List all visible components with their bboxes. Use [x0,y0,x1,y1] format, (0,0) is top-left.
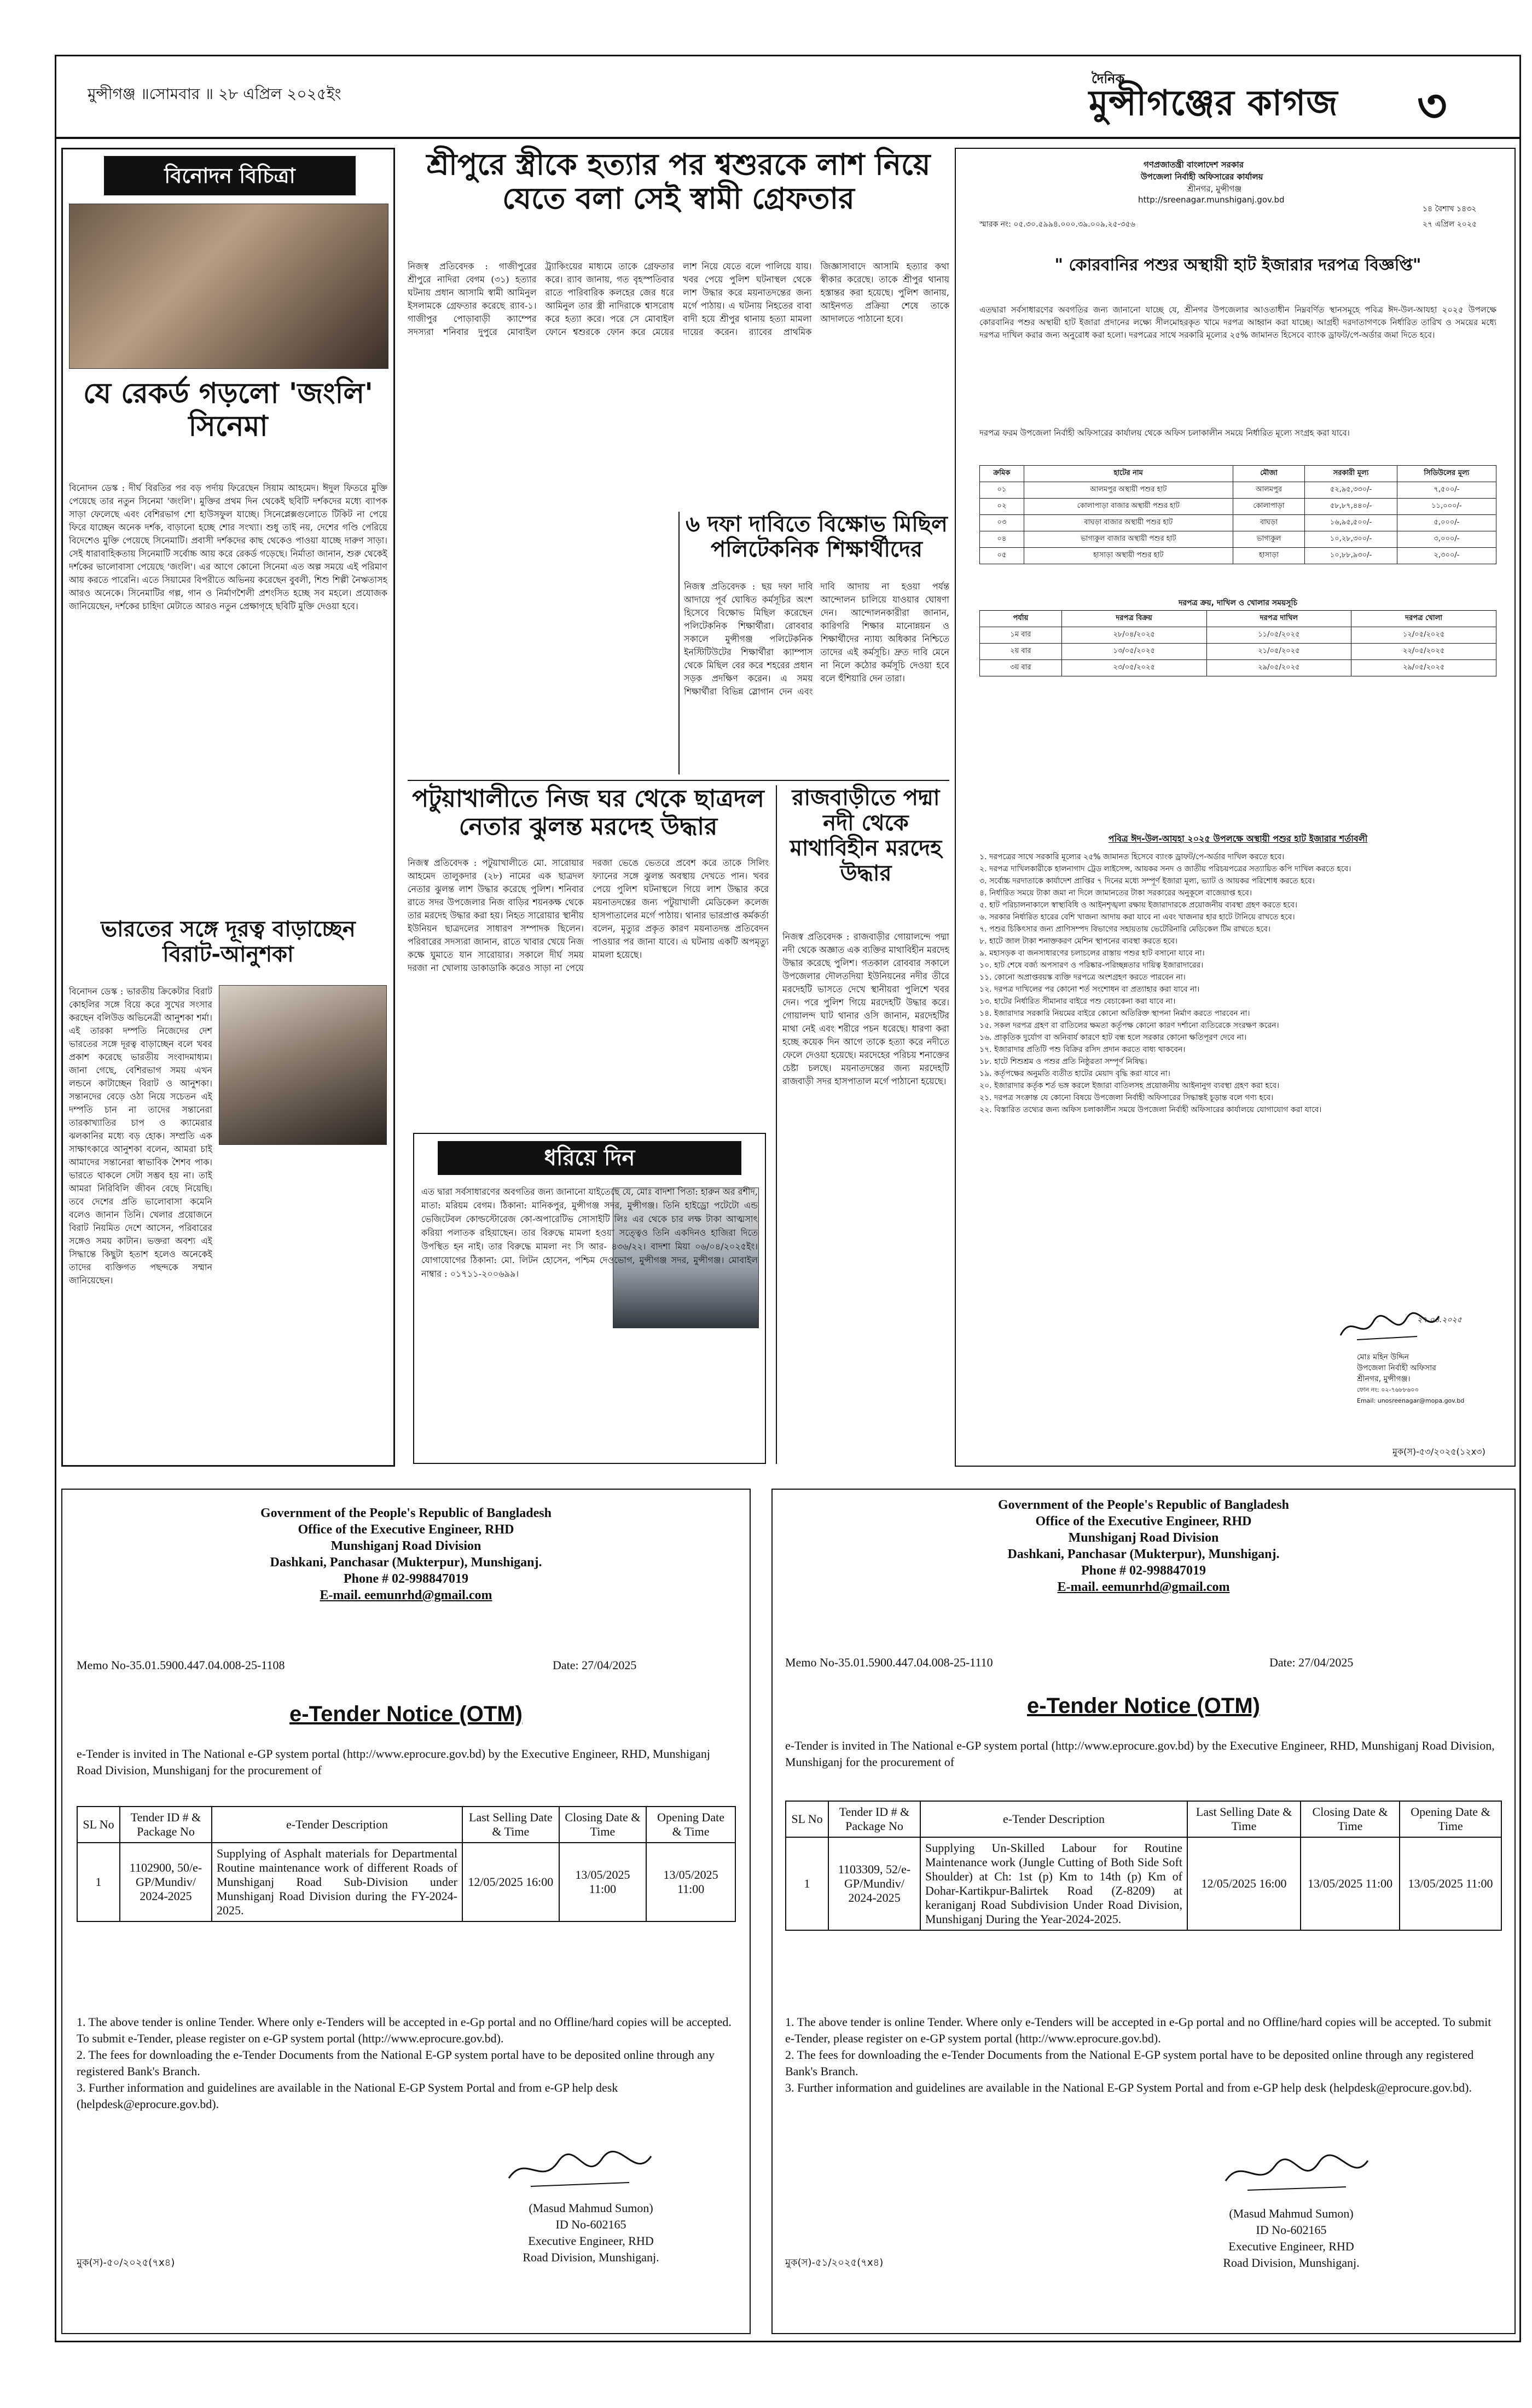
notice-intro-2: দরপত্র ফরম উপজেলা নির্বাহী অফিসারের কার্যালয় থেকে অফিস চলাকালীন সময়ে নির্ধারিত মূল্যে সংগ্রহ করা যাবে। [979,428,1350,438]
signer-name: মোঃ মহিন উদ্দিন [1357,1353,1409,1362]
notice-office: উপজেলা নির্বাহী অফিসারের কার্যালয় [1141,172,1263,182]
table-cell: ১ম বার [980,627,1062,644]
table-cell: 13/05/2025 11:00 [1301,1837,1400,1930]
tender-table [77,1806,736,1922]
table-cell: Supplying Un-Skilled Labour for Routine Maintenance work (Jungle Cutting of Both Side Soft Shoulder) at Ch: 1st (p) Km to 14th (p) Km of Dohar-Kartikpur-Balirtek Road (Z-8209) at keraniganj Road Subdivision Under Road Division, Munshiganj During the Year-2024-2025. [920,1837,1187,1930]
column-header: e-Tender Description [920,1801,1187,1837]
wanted-title: ধরিয়ে দিন [438,1141,741,1175]
table-cell: 13/05/2025 11:00 [646,1843,735,1921]
table-cell: কোলাপাড়া বাজার অস্থায়ী পশুর হাট [1024,499,1233,515]
tender-note: 2. The fees for downloading the e-Tender Documents from the National E-GP system portal have to be deposited online through any registered Bank's Branch. [77,2048,715,2078]
column-header: e-Tender Description [212,1807,462,1843]
table-cell: ২য় বার [980,644,1062,660]
tender-note: 2. The fees for downloading the e-Tender Documents from the National E-GP system portal have to be deposited online through any registered Bank's Branch. [785,2048,1474,2078]
table-cell: ২৯/০৫/২০২৫ [1351,660,1496,676]
table-cell: ১০,৮৮,৯৩০/- [1305,548,1397,564]
table-cell: ১০,২৮,৩০০/- [1305,531,1397,548]
column-header: Tender ID # & Package No [120,1807,212,1843]
tender-gov: Government of the People's Republic of Bangladesh [998,1498,1289,1512]
signer-division: Road Division, Munshiganj. [1223,2256,1360,2270]
signer-name: (Masud Mahmud Sumon) [529,2201,653,2215]
term-item: ১. দরপত্রের সাথে সরকারি মূল্যের ২৫% জামানত হিসেবে ব্যাংক ড্রাফট/পে-অর্ডার দাখিল করতে হবে। [979,853,1285,861]
table-cell: 1 [77,1843,120,1921]
signature-date: ২৭.০৪.২০২৫ [1417,1316,1462,1324]
column-header: SL No [786,1801,828,1837]
term-item: ২১. দরপত্র সংক্রান্ত যে কোনো বিষয়ে উপজেলা নির্বাহী অফিসারের সিদ্ধান্তই চূড়ান্ত বলে গণ্য হবে। [979,1093,1274,1102]
table-row [786,1837,1501,1930]
table-row [980,548,1496,564]
table-header-row [980,611,1496,627]
table-cell: 1102900, 50/e-GP/Mundiv/ 2024-2025 [120,1843,212,1921]
story-headline: যে রেকর্ড গড়লো 'জংলি' সিনেমা [83,377,373,443]
tender-memo: Memo No-35.01.5900.447.04.008-25-1110 [785,1656,993,1669]
table-cell: 12/05/2025 16:00 [1187,1837,1301,1930]
notice-place: শ্রীনগর, মুন্সীগঞ্জ [1187,184,1242,194]
tender-gov: Government of the People's Republic of Bangladesh [260,1506,552,1520]
table-cell: হাসাড়া অস্থায়ী পশুর হাট [1024,548,1233,564]
story-headline: রাজবাড়ীতে পদ্মা নদী থেকে মাথাবিহীন মরদেহ উদ্ধার [790,785,942,886]
column-header: Last Selling Date & Time [462,1807,559,1843]
table-cell: ০৫ [980,548,1024,564]
column-header: দরপত্র দাখিল [1206,611,1351,627]
table-cell: বাঘড়া [1233,515,1305,531]
story-headline: ভারতের সঙ্গে দূরত্ব বাড়াচ্ছেন বিরাট-আনুশকা [101,917,356,967]
tender-header [771,1497,1516,1595]
schedule-table [979,610,1496,676]
term-item: ২. দরপত্র দাখিলকারীকে হালনাগাদ ট্রেড লাইসেন্স, আয়কর সনদ ও জাতীয় পরিচয়পত্রের সত্যায়িত কপি দাখিল করতে হবে। [979,865,1351,873]
table-row [980,660,1496,676]
lead-headline: শ্রীপুরে স্ত্রীকে হত্যার পর শ্বশুরকে লাশ নিয়ে যেতে বলা সেই স্বামী গ্রেফতার [426,147,931,216]
notice-date-bn: ১৪ বৈশাখ ১৪৩২ [1423,205,1477,213]
tender-memo: Memo No-35.01.5900.447.04.008-25-1108 [77,1658,285,1672]
notice-intro: এতদ্বারা সর্বসাধারণের অবগতির জন্য জানানো যাচ্ছে যে, শ্রীনগর উপজেলার আওতাধীন নিম্নবর্ণিত স্থানসমূহে পবিত্র ঈদ-উল-আযহা ২০২৫ উপলক্ষে কোরবানির পশুর অস্থায়ী হাট ইজারা প্রদানের লক্ষ্যে সীলমোহরকৃত খামে দরপত্র আহ্বান করা যাচ্ছে। আগ্রহী দরদাতাগণকে নির্ধারিত তারিখ ও সময়ের মধ্যে দরপত্র দাখিল করার জন্য অনুরোধ করা হলো। দরপত্রের সাথে সরকারি মূল্যের ২৫% জামানত হিসেবে ব্যাংক ড্রাফট/পে-অর্ডার জমা দিতে হবে। [979,305,1496,340]
tender-address: Dashkani, Panchasar (Mukterpur), Munshiganj. [1007,1547,1280,1561]
tender-title: e-Tender Notice (OTM) [1027,1694,1260,1718]
table-cell: ১২/০৫/২০২৫ [1351,627,1496,644]
table-cell: ভাগ্যকুল বাজার অস্থায়ী পশুর হাট [1024,531,1233,548]
signer-block [1357,1352,1494,1406]
tender-note: 3. Further information and guidelines are available in the National E-GP System Portal and from e-GP help desk (helpdesk@eprocure.gov.bd). [77,2081,618,2111]
table-cell: হাসাড়া [1233,548,1305,564]
term-item: ১০. হাট শেষে বর্জ্য অপসারণ ও পরিষ্কার-পরিচ্ছন্নতার দায়িত্ব ইজারাদারের। [979,961,1204,970]
tender-signer [1160,2206,1423,2271]
tender-address: Dashkani, Panchasar (Mukterpur), Munshiganj. [270,1555,542,1570]
table-cell: ৫২,৯৫,৩৩০/- [1305,482,1397,499]
tender-division: Munshiganj Road Division [330,1539,481,1553]
wanted-body: এত দ্বারা সর্বসাধারণের অবগতির জন্য জানানো যাইতেছে যে, মোঃ বাদশা পিতা: হারুন অর রশীদ, মাতা: মরিয়ম বেগম। ঠিকানা: মানিকপুর, মুন্সীগঞ্জ সদর, মুন্সীগঞ্জ। তিনি হাইড্রো পটেটো এন্ড ভেজিটেবল কোল্ডস্টোরেজ কো-অপারেটিভ সোসাইটি লিঃ এর থেকে চার লক্ষ টাকা আত্মসাৎ করিয়া পলাতক রহিয়াছেন। তার বিরুদ্ধে মামলা হওয়া সত্ত্বেও তিনি একদিনও হাজিরা দিতে উপস্থিত হন নাই। তার বিরুদ্ধে মামলা নং সি আর- ৪৩৬/২২। বাদশা মিয়া ০৬/০৪/২০২৫ইং। যোগাযোগের ঠিকানা: মো. লিটন হোসেন, পশ্চিম দেওভোগ, মুন্সীগঞ্জ সদর, মুন্সীগঞ্জ। মোবাইল নাম্বার : ০১৭১১-২০০৬৯৯। [421,1186,758,1279]
tender-note: 3. Further information and guidelines are available in the National E-GP System Portal and from e-GP help desk (helpdesk@eprocure.gov.bd). [785,2081,1472,2094]
term-item: ১৯. কর্তৃপক্ষের অনুমতি ব্যতীত হাটের মেয়াদ বৃদ্ধি করা যাবে না। [979,1069,1170,1078]
tender-phone: Phone # 02-998847019 [1081,1564,1206,1578]
terms-list [979,851,1496,1116]
tender-division: Munshiganj Road Division [1068,1531,1219,1545]
column-header: SL No [77,1807,120,1843]
notice-memo: স্মারক নং: ০৫.৩০.৫৯৯৪.০০০.৩৯.০০৯.২৫-৩৫৬ [979,220,1135,229]
story-body: নিজস্ব প্রতিবেদক : পটুয়াখালীতে মো. সারোয়ার আহমেদ তালুকদার (২৮) নামের এক ছাত্রদল নেতার ঝুলন্ত লাশ উদ্ধার করেছে পুলিশ। শনিবার রাতে সদর উপজেলার নিজ বাড়ির শয়নকক্ষ থেকে তার মরদেহ উদ্ধার করা হয়। নিহত সারোয়ার স্থানীয় ইউনিয়ন ছাত্রদলের সাধারণ সম্পাদক ছিলেন। পরিবারের সদস্যরা জানান, রাতে খাবার খেয়ে নিজ কক্ষে ঘুমাতে যান সারোয়ার। সকালে দীর্ঘ সময় দরজা না খোলায় ডাকাডাকি করেও সাড়া না পেয়ে দরজা ভেঙে ভেতরে প্রবেশ করে তাকে সিলিং ফ্যানের সঙ্গে ঝুলন্ত অবস্থায় দেখতে পান। খবর পেয়ে পুলিশ ঘটনাস্থলে গিয়ে লাশ উদ্ধার করে ময়নাতদন্তের জন্য পটুয়াখালী মেডিকেল কলেজ হাসপাতালের মর্গে পাঠায়। থানার ভারপ্রাপ্ত কর্মকর্তা বলেন, মৃত্যুর প্রকৃত কারণ ময়নাতদন্ত প্রতিবেদন পাওয়ার পর জানা যাবে। এ ঘটনায় একটি অপমৃত্যু মামলা হয়েছে। [408,858,769,973]
dateline: মুন্সীগঞ্জ ॥সোমবার ॥ ২৮ এপ্রিল ২০২৫ইং [88,85,341,103]
tender-note: 1. The above tender is online Tender. Where only e-Tenders will be accepted in e-Gp portal and no Offline/hard copies will be accepted. To submit e-Tender, please register on e-GP system portal (http://www.eprocure.gov.bd). [77,2015,732,2045]
table-row [980,531,1496,548]
table-cell: Supplying of Asphalt materials for Departmental Routine maintenance work of different Roads of Munshiganj Road Sub-Division under Munshiganj Road Division during the FY-2024-2025. [212,1843,462,1921]
notice-date-en: ২৭ এপ্রিল ২০২৫ [1423,220,1477,229]
story-body: বিনোদন ডেস্ক : ভারতীয় ক্রিকেটার বিরাট কোহলির সঙ্গে বিয়ে করে সুখের সংসার করছেন বলিউড অভিনেত্রী আনুশকা শর্মা। এই তারকা দম্পতি নিজেদের দেশ ভারতের সঙ্গে দূরত্ব বাড়াচ্ছেন বলে খবর প্রকাশ করেছে ভারতীয় সংবাদমাধ্যম। জানা গেছে, বেশিরভাগ সময় এখন লন্ডনে কাটাচ্ছেন বিরাট ও আনুশকা। সন্তানদের বেড়ে ওঠা নিয়ে সচেতন এই দম্পতি চান না তাদের সন্তানেরা তারকাখ্যাতির চাপ ও ক্যামেরার ঝলকানির মধ্যে বড় হোক। সম্প্রতি এক সাক্ষাৎকারে আনুশকা বলেন, আমরা চাই আমাদের সন্তানেরা স্বাভাবিক শৈশব পাক। ভারতে থাকলে সেটা সম্ভব হয় না। তাই আমরা নিরিবিলি জীবন বেছে নিয়েছি। তবে দেশের প্রতি ভালোবাসা কমেনি বলেও জানান তিনি। খেলার প্রয়োজনে বিরাট নিয়মিত দেশে আসেন, পরিবারের সঙ্গেও সময় কাটান। ভক্তরা অবশ্য এই সিদ্ধান্তে কিছুটা হতাশ হলেও অনেকেই তাদের ব্যক্তিগত পছন্দকে সম্মান জানিয়েছেন। [69,986,212,1286]
tender-signer [460,2200,722,2266]
tender-intro: e-Tender is invited in The National e-GP system portal (http://www.eprocure.gov.bd) by the Executive Engineer, RHD, Munshiganj Road Division, Munshiganj for the procurement of [785,1739,1495,1769]
signer-place: শ্রীনগর, মুন্সীগঞ্জ। [1357,1375,1411,1384]
table-cell: ভাগ্যকুল [1233,531,1305,548]
term-item: ১৬. প্রাকৃতিক দুর্যোগ বা অনিবার্য কারণে হাট বন্ধ হলে সরকার কোনো ক্ষতিপূরণ দেবে না। [979,1033,1247,1042]
table-cell: ২৩/০৫/২০২৫ [1061,660,1206,676]
tender-email: E-mail. eemunrhd@gmail.com [1057,1580,1230,1594]
column-header: দরপত্র খোলা [1351,611,1496,627]
tender-phone: Phone # 02-998847019 [344,1572,468,1586]
story-body: নিজস্ব প্রতিবেদক : ছয় দফা দাবি আদায়ে পূর্ব ঘোষিত কর্মসূচির অংশ হিসেবে বিক্ষোভ মিছিল করেছেন পলিটেকনিক শিক্ষার্থীরা। রোববার সকালে মুন্সীগঞ্জ পলিটেকনিক ইনস্টিটিউটের শিক্ষার্থীরা ক্যাম্পাস থেকে মিছিল বের করে শহরের প্রধান সড়ক প্রদক্ষিণ করেন। এ সময় শিক্ষার্থীরা বিভিন্ন স্লোগান দেন এবং দাবি আদায় না হওয়া পর্যন্ত আন্দোলন চালিয়ে যাওয়ার ঘোষণা দেন। আন্দোলনকারীরা জানান, কারিগরি শিক্ষার মানোন্নয়ন ও শিক্ষার্থীদের ন্যায্য অধিকার নিশ্চিতে তাদের এই কর্মসূচি। দ্রুত দাবি মেনে না নিলে কঠোর কর্মসূচি দেওয়া হবে বলে হুঁশিয়ারি দেন তারা। [684,581,949,697]
signer-title: Executive Engineer, RHD [528,2234,654,2248]
movie-photo [69,204,388,369]
table-cell: ১১/০৫/২০২৫ [1206,627,1351,644]
lead-body: নিজস্ব প্রতিবেদক : গাজীপুরের শ্রীপুরে নাদিরা বেগম (৩১) হত্যার ঘটনায় প্রধান আসামি স্বামী আমিনুল ইসলামকে গ্রেফতার করেছে র‍্যাব-১। গাজীপুর পোড়াবাড়ী ক্যাম্পের সদস্যরা শনিবার দুপুরে মোবাইল ট্র্যাকিংয়ের মাধ্যমে তাকে গ্রেফতার করে। র‍্যাব জানায়, গত বৃহস্পতিবার রাতে পারিবারিক কলহের জের ধরে আমিনুল তার স্ত্রী নাদিরাকে শ্বাসরোধ করে হত্যা করে। পরে সে মোবাইল ফোনে শ্বশুরকে ফোন করে মেয়ের লাশ নিয়ে যেতে বলে পালিয়ে যায়। খবর পেয়ে পুলিশ ঘটনাস্থল থেকে লাশ উদ্ধার করে ময়নাতদন্তের জন্য মর্গে পাঠায়। এ ঘটনায় নিহতের বাবা বাদী হয়ে শ্রীপুর থানায় হত্যা মামলা দায়ের করেন। র‍্যাবের প্রাথমিক জিজ্ঞাসাবাদে আসামি হত্যার কথা স্বীকার করেছে। তাকে শ্রীপুর থানায় হস্তান্তর করা হয়েছে। পুলিশ জানায়, আইনগত প্রক্রিয়া শেষে তাকে আদালতে পাঠানো হবে। [408,261,949,337]
column-header: Opening Date & Time [646,1807,735,1843]
signer-id: ID No-602165 [1256,2223,1327,2237]
column-header: হাটের নাম [1024,466,1233,482]
signature [1220,2151,1373,2200]
tender-table [785,1801,1502,1931]
tender-date: Date: 27/04/2025 [1269,1656,1354,1669]
table-cell: 1 [786,1837,828,1930]
masthead-title: মুন্সীগঞ্জের কাগজ [1089,83,1338,124]
table-cell: 13/05/2025 11:00 [559,1843,646,1921]
masthead-daily: দৈনিক [1092,71,1125,86]
tender-office: Office of the Executive Engineer, RHD [298,1523,514,1537]
tender-title: e-Tender Notice (OTM) [289,1702,523,1726]
signer-title: উপজেলা নির্বাহী অফিসার [1357,1364,1436,1373]
term-item: ৫. হাট পরিচালনাকালে স্বাস্থ্যবিধি ও আইনশৃঙ্খলা রক্ষায় ইজারাদারকে প্রয়োজনীয় ব্যবস্থা গ্রহণ করতে হবে। [979,901,1298,910]
column-header: Opening Date & Time [1400,1801,1501,1837]
table-cell: ৩,০০০/- [1397,531,1496,548]
tender-email: E-mail. eemunrhd@gmail.com [320,1588,492,1602]
story-rule [408,780,949,781]
tender-date: Date: 27/04/2025 [553,1658,637,1672]
table-header-row [786,1801,1501,1837]
term-item: ১৩. হাটের নির্ধারিত সীমানার বাইরে পশু বেচাকেনা করা যাবে না। [979,997,1176,1006]
table-cell: ২২/০৫/২০২৫ [1351,644,1496,660]
masthead-rule [55,137,1521,139]
signer-title: Executive Engineer, RHD [1228,2239,1354,2253]
tender-header [61,1505,751,1604]
column-header: সিডিউলের মূল্য [1397,466,1496,482]
term-item: ৭. পশুর চিকিৎসার জন্য প্রাণিসম্পদ বিভাগের সহায়তায় ভেটেরিনারি মেডিকেল টিম রাখতে হবে। [979,925,1270,934]
table-cell: ১৬,৯৫,৫০০/- [1305,515,1397,531]
tender-note: 1. The above tender is online Tender. Where only e-Tenders will be accepted in e-Gp portal and no Offline/hard copies will be accepted. To submit e-Tender, please register on e-GP system portal (http://www.eprocure.gov.bd). [785,2015,1492,2045]
term-item: ৮. হাটে জাল টাকা শনাক্তকরণ মেশিন স্থাপনের ব্যবস্থা করতে হবে। [979,937,1178,946]
column-header: মৌজা [1233,466,1305,482]
table-row [980,499,1496,515]
term-item: ১৪. ইজারাদার সরকারি নিয়মের বাইরে কোনো অতিরিক্ত স্থাপনা নির্মাণ করতে পারবেন না। [979,1009,1250,1018]
term-item: ২০. ইজারাদার কর্তৃক শর্ত ভঙ্গ করলে ইজারা বাতিলসহ প্রয়োজনীয় আইনানুগ ব্যবস্থা গ্রহণ করা হবে। [979,1081,1280,1090]
terms-title: পবিত্র ঈদ-উল-আযহা ২০২৫ উপলক্ষে অস্থায়ী পশুর হাট ইজারার শর্তাবলী [1108,833,1368,844]
table-cell: ০৩ [980,515,1024,531]
table-cell: আলমপুর [1233,482,1305,499]
story-headline: পটুয়াখালীতে নিজ ঘর থেকে ছাত্রদল নেতার ঝুলন্ত মরদেহ উদ্ধার [412,785,764,841]
table-cell: 1103309, 52/e-GP/Mundiv/ 2024-2025 [828,1837,920,1930]
tender-notes [77,2014,736,2112]
table-cell: ০১ [980,482,1024,499]
page-number: ৩ [1417,79,1447,132]
signer-division: Road Division, Munshiganj. [523,2250,659,2264]
term-item: ২২. বিস্তারিত তথ্যের জন্য অফিস চলাকালীন সময়ে উপজেলা নির্বাহী অফিসারের কার্যালয়ে যোগাযোগ করা যাবে। [979,1105,1322,1114]
table-cell: ০২ [980,499,1024,515]
notice-title: " কোরবানির পশুর অস্থায়ী হাট ইজারার দরপত্র বিজ্ঞপ্তি" [1054,256,1421,275]
table-cell: ৫৮,৮৭,৪৪০/- [1305,499,1397,515]
story-body: নিজস্ব প্রতিবেদক : রাজবাড়ীর গোয়ালন্দে পদ্মা নদী থেকে অজ্ঞাত এক ব্যক্তির মাথাবিহীন মরদেহ উদ্ধার করেছে পুলিশ। গতকাল রোববার সকালে উপজেলার দৌলতদিয়া ইউনিয়নের নদীর তীরে মরদেহটি ভাসতে দেখে স্থানীয়রা পুলিশে খবর দেন। পরে পুলিশ গিয়ে মরদেহটি উদ্ধার করে। গোয়ালন্দ ঘাট থানার ওসি জানান, মরদেহটির মাথা নেই এবং শরীরে পচন ধরেছে। ধারণা করা হচ্ছে কয়েক দিন আগে তাকে হত্যা করে নদীতে ফেলে দেওয়া হয়েছে। মরদেহের পরিচয় শনাক্তের চেষ্টা চলছে। ময়নাতদন্তের জন্য মরদেহটি রাজবাড়ী সদর হাসপাতাল মর্গে পাঠানো হয়েছে। [782,931,949,1086]
signer-id: ID No-602165 [555,2218,626,2231]
couple-photo [219,985,387,1145]
term-item: ৬. সরকার নির্ধারিত হারের বেশি খাজনা আদায় করা যাবে না এবং খাজনার হার হাটে টানিয়ে রাখতে হবে। [979,913,1295,922]
term-item: ৪. নির্ধারিত সময়ে টাকা জমা না দিলে জামানতের টাকা সরকারের অনুকূলে বাজেয়াপ্ত হবে। [979,889,1252,898]
schedule-caption: দরপত্র ক্রয়, দাখিল ও খোলার সময়সূচি [1178,599,1298,607]
ad-code: মুক(স)-৫১/২০২৫(৭x৪) [785,2257,884,2268]
table-cell: কোলাপাড়া [1233,499,1305,515]
table-cell: ৭,৫০০/- [1397,482,1496,499]
column-header: দরপত্র বিক্রয় [1061,611,1206,627]
tender-intro: e-Tender is invited in The National e-GP system portal (http://www.eprocure.gov.bd) by the Executive Engineer, RHD, Munshiganj Road Division, Munshiganj for the procurement of [77,1747,711,1777]
table-cell: ০৪ [980,531,1024,548]
table-cell: ১১,০০০/- [1397,499,1496,515]
table-row [980,515,1496,531]
table-cell: ২৮/০৪/২০২৫ [1061,627,1206,644]
column-header: Closing Date & Time [559,1807,646,1843]
column-header: Closing Date & Time [1301,1801,1400,1837]
tender-office: Office of the Executive Engineer, RHD [1035,1514,1252,1529]
notice-gov: গণপ্রজাতন্ত্রী বাংলাদেশ সরকার [1144,160,1244,170]
term-item: ১৮. হাটে শিশুশ্রম ও পশুর প্রতি নিষ্ঠুরতা সম্পূর্ণ নিষিদ্ধ। [979,1057,1147,1066]
table-header-row [77,1807,735,1843]
story-headline: ৬ দফা দাবিতে বিক্ষোভ মিছিল পলিটেকনিক শিক্ষার্থীদের [686,512,948,562]
table-cell: ৫,০০০/- [1397,515,1496,531]
term-item: ১৭. ইজারাদার প্রতিটি পশু বিক্রির রসিদ প্রদান করতে বাধ্য থাকবেন। [979,1045,1186,1054]
ad-code: মুক(স)-৫০/২০২৫(৭x৪) [77,2257,175,2268]
ad-code: মুক(স)-৫৩/২০২৫(১২x৩) [1392,1446,1485,1457]
signer-email: Email: unosreenagar@mopa.gov.bd [1357,1397,1465,1404]
table-cell: 13/05/2025 11:00 [1400,1837,1501,1930]
term-item: ১১. কোনো অপ্রাপ্তবয়স্ক ব্যক্তি দরপত্রে অংশগ্রহণ করতে পারবেন না। [979,973,1186,982]
column-header: ক্রমিক [980,466,1024,482]
table-cell: ২৯/০৫/২০২৫ [1206,660,1351,676]
section-title: বিনোদন বিচিত্রা [104,156,356,195]
table-cell: ২১/০৫/২০২৫ [1206,644,1351,660]
term-item: ৩. সর্বোচ্চ দরদাতাকে কার্যাদেশ প্রাপ্তির ৭ দিনের মধ্যে সম্পূর্ণ ইজারা মূল্য, ভ্যাট ও আয়কর পরিশোধ করতে হবে। [979,877,1315,885]
signer-name: (Masud Mahmud Sumon) [1229,2207,1354,2220]
term-item: ৯. মহাসড়ক বা জনসাধারণের চলাচলের রাস্তায় পশুর হাট বসানো যাবে না। [979,949,1205,958]
signer-phone: ফোন নং: ০২-৭৬৮৮৬০৩ [1357,1386,1419,1393]
story-body: বিনোদন ডেস্ক : দীর্ঘ বিরতির পর বড় পর্দায় ফিরেছেন সিয়াম আহমেদ। ঈদুল ফিতরে মুক্তি পেয়েছে তার নতুন সিনেমা 'জংলি'। মুক্তির প্রথম দিন থেকেই ছবিটি দর্শকদের মধ্যে ব্যাপক সাড়া ফেলেছে এবং বেশিরভাগ শো হাউসফুল যাচ্ছে। সিনেপ্লেক্সগুলোতে টিকিট না পেয়ে ফিরে যাচ্ছেন অনেক দর্শক, বাড়ানো হচ্ছে শোর সংখ্যা। শুধু তাই নয়, দেশের গণ্ডি পেরিয়ে বিদেশেও মুক্তি পেয়েছে সিনেমাটি। প্রবাসী দর্শকদের কাছ থেকেও পাওয়া যাচ্ছে দারুণ সাড়া। সেই ধারাবাহিকতায় সিনেমাটি সর্বোচ্চ আয় করে রেকর্ড গড়েছে। নির্মাতা জানান, শুরু থেকেই দর্শকের ভালোবাসা পেয়েছে 'জংলি'। এর আগে কোনো সিনেমা এত অল্প সময়ে এই পরিমাণ আয় করতে পারেনি। এতে সিয়ামের বিপরীতে অভিনয় করেছেন বুবলী, শিশু শিল্পী নৈঋতাসহ আরও অনেকে। সিনেমাটির গল্প, গান ও নির্মাণশৈলী প্রশংসিত হচ্ছে সব মহলে। প্রযোজক জানিয়েছেন, দর্শকের চাহিদা মেটাতে আরও নতুন প্রেক্ষাগৃহে ছবিটি মুক্তি দেওয়া হবে। [69,483,387,611]
notice-web: http://sreenagar.munshiganj.gov.bd [1138,195,1285,205]
column-rule [678,512,680,774]
column-header: সরকারী মূল্য [1305,466,1397,482]
table-cell: ২,৩০০/- [1397,548,1496,564]
table-cell: 12/05/2025 16:00 [462,1843,559,1921]
term-item: ১২. দরপত্র দাখিলের পর কোনো শর্ত সংশোধন বা প্রত্যাহার করা যাবে না। [979,985,1200,994]
table-cell: বাঘড়া বাজার অস্থায়ী পশুর হাট [1024,515,1233,531]
table-cell: ১৩/০৫/২০২৫ [1061,644,1206,660]
table-row [77,1843,735,1921]
table-cell: ৩য় বার [980,660,1062,676]
column-header: Last Selling Date & Time [1187,1801,1301,1837]
table-header-row [980,466,1496,482]
hat-table [979,465,1496,564]
table-cell: আলমপুর অস্থায়ী পশুর হাট [1024,482,1233,499]
signature [503,2145,657,2195]
column-header: Tender ID # & Package No [828,1801,920,1837]
table-row [980,482,1496,499]
column-rule [776,785,777,1464]
table-row [980,627,1496,644]
tender-notes [785,2014,1502,2096]
term-item: ১৫. সকল দরপত্র গ্রহণ বা বাতিলের ক্ষমতা কর্তৃপক্ষ কোনো কারণ দর্শানো ব্যতিরেকে সংরক্ষণ করেন। [979,1021,1279,1030]
table-row [980,644,1496,660]
column-header: পর্যায় [980,611,1062,627]
